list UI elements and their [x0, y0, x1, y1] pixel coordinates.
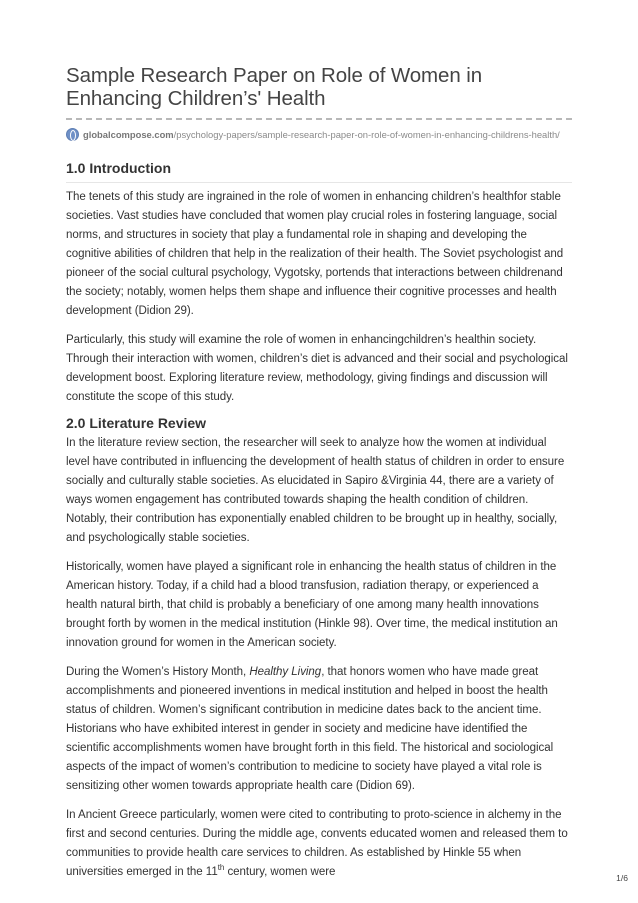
title-line-1: Sample Research Paper on Role of Women in: [66, 64, 482, 87]
title-line-2: Enhancing Children’s' Health: [66, 87, 326, 110]
literature-paragraph-3-end: , that honors women who have made great accomplishments and pioneered inventions in medical institution and helped in boost the health status of children. Women’s significant contribution in medicine dates back to the ancient time. Historians who have exhibited interest in gender in society and medicine have identified the scientific accomplishments women have brought forth in this field. The historical and sociological aspects of the impact of women’s contribution to medicine to society have played a vital role is sensitizing other women towards appropriate health care (Didion 69).: [66, 666, 554, 792]
literature-paragraph-4-end: century, women were: [224, 866, 336, 878]
healthy-living-italic: Healthy Living: [249, 666, 322, 678]
literature-paragraph-3: [66, 663, 572, 796]
source-domain[interactable]: globalcompose.com: [83, 129, 174, 140]
literature-paragraph-4: [66, 806, 572, 882]
document-title: [66, 64, 572, 110]
source-url[interactable]: [66, 118, 572, 141]
source-path[interactable]: /psychology-papers/sample-research-paper-on-role-of-women-in-enhancing-childrens-health/: [173, 129, 560, 140]
literature-paragraph-3-start: During the Women’s History Month,: [66, 666, 250, 678]
document-page: [66, 64, 572, 882]
globe-icon: [66, 128, 79, 141]
literature-paragraph-4-start: In Ancient Greece particularly, women were cited to contributing to proto-science in alchemy in the first and second centuries. During the middle age, convents educated women and released them to communities to provide health care services to children. As established by Hinkle 55 when universities emerged in the 11: [66, 809, 568, 878]
page-number: 1/6: [616, 873, 628, 883]
introduction-heading: 1.0 Introduction: [66, 160, 572, 183]
literature-review-heading: 2.0 Literature Review: [66, 415, 207, 431]
literature-paragraph-1: In the literature review section, the researcher will seek to analyze how the women at individual level have contributed in influencing the development of health status of children in order to ensure socially and culturally stable societies. As elucidated in Sapiro &Virginia 44, there are a variety of ways women engagement has contributed towards shaping the health condition of children. Notably, their contribution has exponentially enabled children to be brought up in healthy, socially, and psychologically stable societies.: [66, 437, 565, 544]
intro-paragraph-1: The tenets of this study are ingrained in the role of women in enhancing children’s healthfor stable societies. Vast studies have concluded that women play crucial roles in fostering language, social norms, and structures in society that play a fundamental role in shaping and developing the cognitive abilities of children that help in the realization of their health. The Soviet psychologist and pioneer of the social cultural psychology, Vygotsky, portends that interactions between childrenand the society; notably, women helps them shape and influence their cognitive processes and health development (Didion 29).: [66, 191, 564, 317]
intro-paragraph-2: Particularly, this study will examine the role of women in enhancingchildren’s healthin society. Through their interaction with women, children’s diet is advanced and their social and psychological development boost. Exploring literature review, methodology, giving findings and discussion will constitute the scope of this study.: [66, 334, 568, 403]
literature-paragraph-2: Historically, women have played a significant role in enhancing the health status of children in the American history. Today, if a child had a blood transfusion, radiation therapy, or experienced a health natural birth, that child is probably a beneficiary of one among many health innovations brought forth by women in the medical institution (Hinkle 98). Over time, the medical institution an innovation ground for women in the American society.: [66, 561, 558, 649]
ordinal-superscript: th: [217, 863, 225, 872]
